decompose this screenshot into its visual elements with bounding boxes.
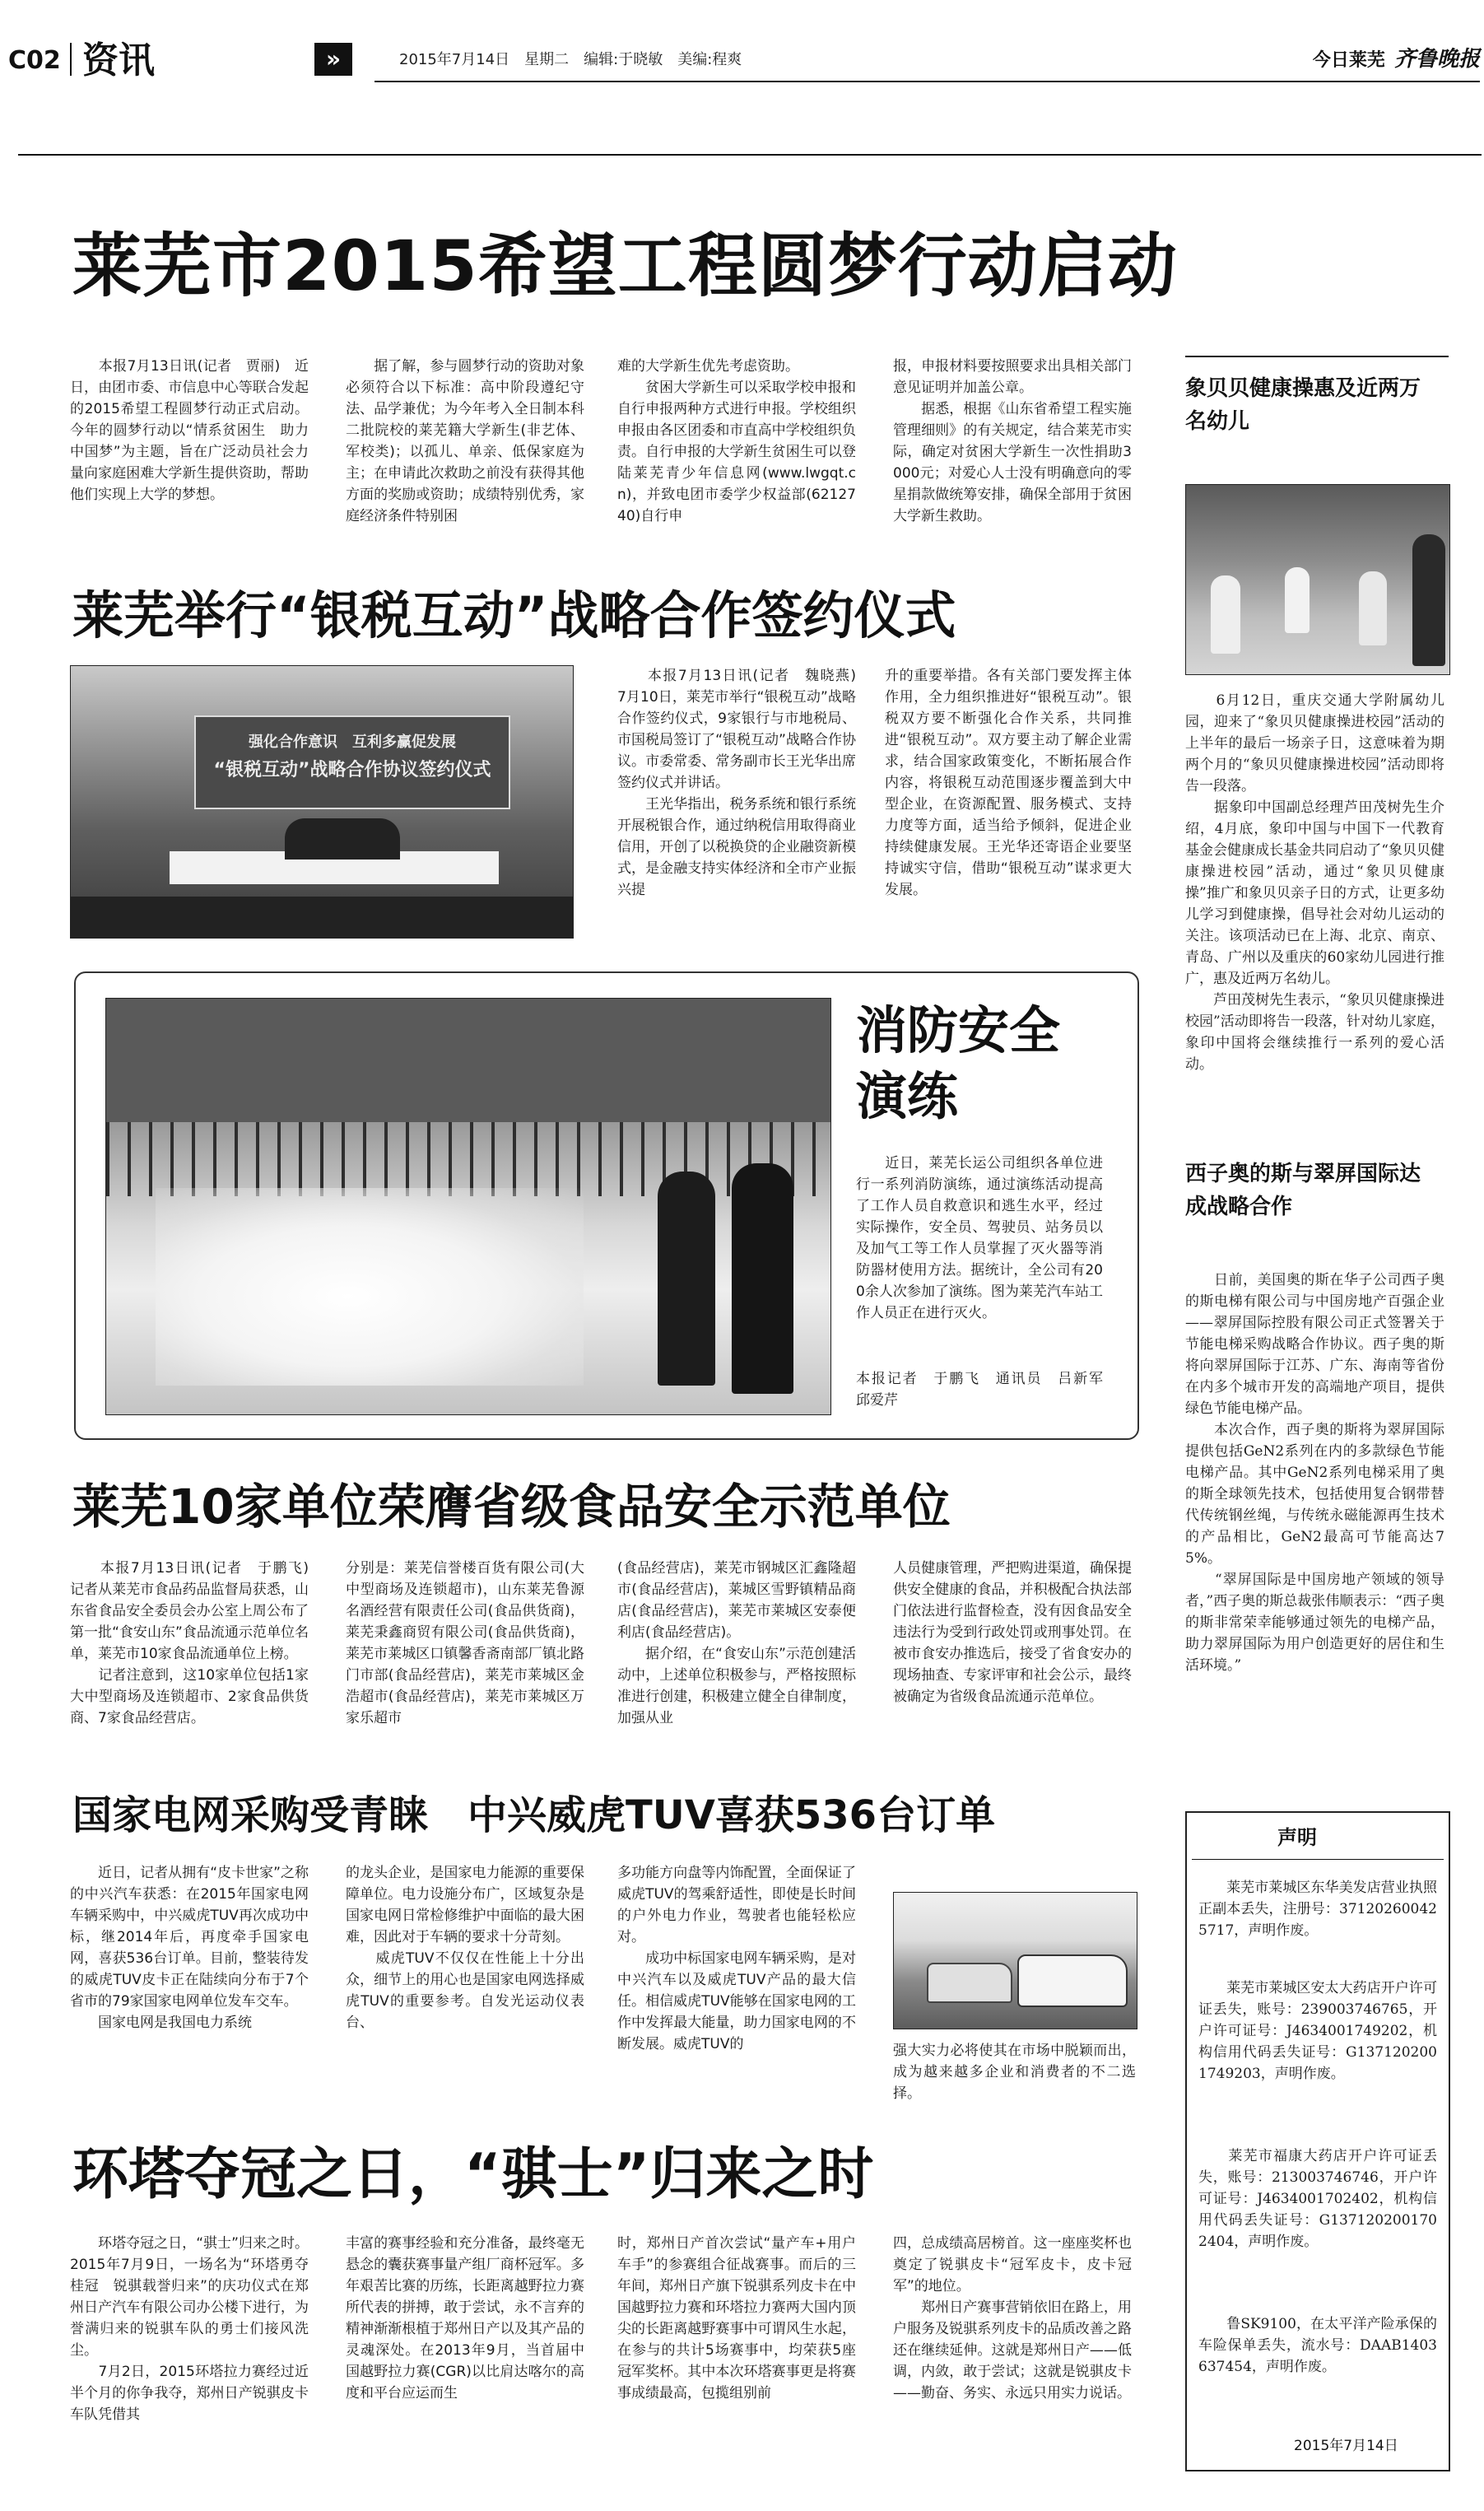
suv-fleet-photo [893,1892,1137,2029]
a4-col2: 分别是：莱芜信誉楼百货有限公司(大中型商场及连锁超市)，山东莱芜鲁源名酒经营有限责任公司(食品供货商)，莱芜秉鑫商贸有限公司(食品供货商)，莱芜市莱城区口镇馨香斋南部厂镇北路门市部(食品经营店)，莱芜市莱城区金浩超市(食品经营店)，莱芜市莱城区万家乐超市 [346,1560,584,1726]
sidebar-top-rule [1185,356,1449,357]
stage-banner [194,715,510,809]
header-divider [70,43,72,76]
a3-credit: 本报记者 于鹏飞 通讯员 吕新军 邱爱芹 [856,1371,1117,1409]
audience-row [71,897,573,938]
headline-5: 国家电网采购受青睐 中兴威虎TUV喜获536台订单 [72,1792,996,1838]
notice-title: 声明 [1277,1826,1317,1849]
signing-ceremony-photo [70,665,574,939]
headline-1: 莱芜市2015希望工程圆梦行动启动 [72,226,1178,306]
a6-col4: 四，总成绩高居榜首。这一座座奖杯也奠定了锐骐皮卡“冠军皮卡，皮卡冠军”的地位。 郑州日产赛事营销依旧在路上，用户服务及锐骐系列皮卡的品质改善之路还在继续延伸。这就是郑州日产——低调，内敛，敢于尝试；这就是锐骐皮卡——勤奋、务实、永远只用实力说话。 [893,2235,1132,2402]
sidebar-title-1: 象贝贝健康操惠及近两万名幼儿 [1185,376,1421,434]
notice-date: 2015年7月14日 [1294,2438,1398,2454]
a5-col2: 的龙头企业，是国家电力能源的重要保障单位。电力设施分布广，区域复杂是国家电网日常检修维护中面临的最大困难，因此对于车辆的要求十分苛刻。 威虎TUV不仅仅在性能上十分出众，细节上的用心也是国家电网选择威虎TUV的重要参考。自发光运动仪表台、 [346,1865,584,2031]
section-title: 资讯 [82,40,155,82]
top-rule [18,154,1482,156]
suv-vehicle [927,1963,1012,2003]
date-line: 2015年7月14日 星期二 编辑:于晓敏 美编:程爽 [399,51,742,68]
masthead [1259,43,1480,76]
a4-col4: 人员健康管理，严把购进渠道，确保提供安全健康的食品，并积极配合执法部门依法进行监督检查，没有因食品安全违法行为受到行政处罚或刑事处罚。在被市食安办推选后，接受了省食安办的现场抽查、专家评审和社会公示，最终被确定为省级食品流通示范单位。 [893,1560,1132,1705]
sidebar-body-2: 日前，美国奥的斯在华子公司西子奥的斯电梯有限公司与中国房地产百强企业——翠屏国际控股有限公司正式签署关于节能电梯采购战略合作协议。西子奥的斯将向翠屏国际于江苏、广东、海南等省份在内多个城市开发的高端地产项目，提供绿色节能电梯产品。 本次合作，西子奥的斯将为翠屏国际提供包括GeN2系列在内的多款绿色节能电梯产品。其中GeN2系列电梯采用了奥的斯全球领先技术，包括使用复合钢带替代传统钢丝绳，与传统永磁能源再生技术的产品相比，GeN2最高可节能高达75%。 “翠屏国际是中国房地产领域的领导者，”西子奥的斯总裁张伟顺表示：“西子奥的斯非常荣幸能够通过领先的电梯产品，助力翠屏国际为用户创造更好的居住和生活环境。” [1185,1272,1444,1674]
a1-col4: 报，申报材料要按照要求出具相关部门意见证明并加盖公章。 据悉，根据《山东省希望工程实施管理细则》的有关规定，结合莱芜市实际，确定对贫困大学新生一次性捐助3000元；对爱心人士没有明确意向的零星捐款做统筹安排，确保全部用于贫困大学新生救助。 [893,358,1132,524]
a1-col1: 本报7月13日讯(记者 贾丽) 近日，由团市委、市信息中心等联合发起的2015希望工程圆梦行动正式启动。今年的圆梦行动以“情系贫困生 助力中国梦”为主题，旨在广泛动员社会力量向家庭困难大学新生提供资助，帮助他们实现上大学的梦想。 [70,358,309,503]
a1-col3: 难的大学新生优先考虑资助。 贫困大学新生可以采取学校申报和自行申报两种方式进行申报。学校组织申报由各区团委和市直高中学校组织负责。自行申报的大学新生贫困生可以登陆莱芜青少年信息网(www.lwgqt.cn)，并致电团市委学少权益部(6212740)自行申 [617,358,856,524]
suv-vehicle [1017,1954,1128,2007]
a6-col3: 时，郑州日产首次尝试“量产车+用户车手”的参赛组合征战赛事。而后的三年间，郑州日产旗下锐骐系列皮卡在中国越野拉力赛和环塔拉力赛两大国内顶尖的长距离越野赛事中可谓风生水起，在参与的共计5场赛事中，均荣获5座冠军奖杯。其中本次环塔赛事更是将赛事成绩最高，包揽组别前 [617,2235,856,2402]
notice-item: 莱芜市莱城区安太大药店开户许可证丢失，账号：239003746765，开户许可证号：J4634001749202，机构信用代码丢失证号：G1371202001749203，声明作废。 [1198,1980,1437,2082]
a3-body: 近日，莱芜长运公司组织各单位进行一系列消防演练，通过演练活动提高了工作人员自救意识和逃生水平，经过实际操作，安全员、驾驶员、站务员以及加气工等工作人员掌握了灭火器等消防器材使用方法。据统计，全公司有200余人次参加了演练。图为莱芜汽车站工作人员正在进行灭火。 [856,1155,1103,1321]
masthead-brand: 齐鲁晚报 [1393,47,1480,72]
trees-backdrop [106,999,830,1122]
sidebar-title-2: 西子奥的斯与翠屏国际达成战略合作 [1185,1162,1421,1219]
a4-col3: (食品经营店)，莱芜市钢城区汇鑫隆超市(食品经营店)，莱城区雪野镇精品商店(食品经营店)，莱芜市莱城区安泰便利店(食品经营店)。 据介绍，在“食安山东”示范创建活动中，上述单位积极参与，严格按照标准进行创建，积极建立健全自律制度，加强从业 [617,1560,856,1726]
section-arrow-icon: » [314,43,352,76]
headline-4: 莱芜10家单位荣膺省级食品安全示范单位 [72,1479,951,1535]
a6-col1: 环塔夺冠之日，“骐士”归来之时。2015年7月9日，一场名为“环塔勇夺桂冠 锐骐载誉归来”的庆功仪式在郑州日产汽车有限公司办公楼下进行，为誉满归来的锐骐车队的勇士们接风洗尘。 7月2日，2015环塔拉力赛经过近半个月的你争我夺，郑州日产锐骐皮卡车队凭借其 [70,2235,309,2423]
worker-figure-2 [732,1163,793,1394]
page-header [0,0,1484,123]
headline-2: 莱芜举行“银税互动”战略合作签约仪式 [72,585,956,645]
kid-figure [1211,575,1240,654]
attendee-figures [285,818,400,860]
worker-figure-1 [658,1172,715,1386]
banner-line-2: “银税互动”战略合作协议签约仪式 [213,760,491,780]
notice-item: 鲁SK9100，在太平洋产险承保的车险保单丢失，流水号：DAAB1403637454，声明作废。 [1198,2316,1437,2375]
kid-figure [1359,571,1387,645]
a5-photo-caption: 强大实力必将使其在市场中脱颖而出，成为越来越多企业和消费者的不二选择。 [893,2043,1136,2102]
kid-figure [1285,567,1310,633]
a5-col1: 近日，记者从拥有“皮卡世家”之称的中兴汽车获悉：在2015年国家电网车辆采购中，中兴威虎TUV再次成功中标，继2014年后，再度牵手国家电网，喜获536台订单。目前，整装待发的威虎TUV皮卡正在陆续向分布于7个省市的79家国家电网单位发车交车。 国家电网是我国电力系统 [70,1865,309,2031]
a1-col2: 据了解，参与圆梦行动的资助对象必须符合以下标准：高中阶段遵纪守法、品学兼优；为今年考入全日制本科二批院校的莱芜籍大学新生(非艺体、军校类)；以孤儿、单亲、低保家庭为主；在申请此次救助之前没有获得其他方面的奖励或资助；成绩特别优秀，家庭经济条件特别困 [346,358,584,524]
headline-6: 环塔夺冠之日，“骐士”归来之时 [72,2142,874,2207]
extinguisher-smoke [156,1188,584,1386]
a2-col1: 本报7月13日讯(记者 魏晓燕) 7月10日，莱芜市举行“银税互动”战略合作签约仪式，9家银行与市地税局、市国税局签订了“银税互动”战略合作协议。市委常委、常务副市长王光华出席签约仪式并讲话。 王光华指出，税务系统和银行系统开展税银合作，通过纳税信用取得商业信用，开创了以税换贷的企业融资新模式，是金融支持实体经济和全市产业振兴提 [617,668,856,898]
notice-item: 莱芜市福康大药店开户许可证丢失，账号：213003746746，开户许可证号：J4634001702402，机构信用代码丢失证号：G1371202001702404，声明作废。 [1198,2148,1437,2250]
kids-exercise-photo [1185,484,1450,675]
notice-box [1185,1811,1450,2471]
header-rule [374,81,1480,82]
a4-col1: 本报7月13日讯(记者 于鹏飞) 记者从莱芜市食品药品监督局获悉，山东省食品安全委员会办公室上周公布了第一批“食安山东”食品流通示范单位名单，莱芜市10家食品流通单位上榜。 记者注意到，这10家单位包括1家大中型商场及连锁超市、2家食品供货商、7家食品经营店。 [70,1560,309,1726]
a2-col2: 升的重要举措。各有关部门要发挥主体作用，全力组织推进好“银税互动”。银税双方要不断强化合作关系，共同推进“银税互动”。双方要主动了解企业需求，结合国家政策变化，不断拓展合作内容，将银税互动范围逐步覆盖到大中型企业，在资源配置、服务模式、支持力度等方面，适当给予倾斜，促进企业持续健康发展。王光华还寄语企业要坚持诚实守信，借助“银税互动”谋求更大发展。 [885,668,1132,898]
notice-title-rule [1192,1859,1444,1860]
adult-figure [1412,534,1445,666]
masthead-small: 今日莱芜 [1312,50,1385,71]
fire-drill-photo [105,998,831,1415]
headline-3: 消防安全演练 [856,1000,1061,1126]
page-code: C02 [8,46,61,75]
banner-line-1: 强化合作意识 互利多赢促发展 [249,734,456,751]
notice-item: 莱芜市莱城区东华美发店营业执照正副本丢失，注册号：371202600425717，声明作废。 [1198,1880,1437,1939]
sidebar-body-1: 6月12日，重庆交通大学附属幼儿园，迎来了“象贝贝健康操进校园”活动的上半年的最后一场亲子日，这意味着为期两个月的“象贝贝健康操进校园”活动即将告一段落。 据象印中国副总经理芦田茂树先生介绍，4月底，象印中国与中国下一代教育基金会健康成长基金共同启动了“象贝贝健康操进校园”活动，通过“象贝贝健康操”推广和象贝贝亲子日的方式，让更多幼儿学习到健康操，倡导社会对幼儿运动的关注。该项活动已在上海、北京、南京、青岛、广州以及重庆的60家幼儿园进行推广，惠及近两万名幼儿。 芦田茂树先生表示，“象贝贝健康操进校园”活动即将告一段落，针对幼儿家庭，象印中国将会继续推行一系列的爱心活动。 [1185,692,1444,1073]
iron-fence [106,1122,830,1196]
a6-col2: 丰富的赛事经验和充分准备，最终毫无悬念的囊获赛事量产组厂商杯冠军。多年艰苦比赛的历练，长距离越野拉力赛所代表的拼搏，敢于尝试，永不言弃的精神渐渐根植于郑州日产以及其产品的灵魂深处。在2013年9月，当首届中国越野拉力赛(CGR)以比肩达喀尔的高度和平台应运而生 [346,2235,584,2402]
a5-col3: 多功能方向盘等内饰配置，全面保证了威虎TUV的驾乘舒适性，即使是长时间的户外电力作业，驾驶者也能轻松应对。 成功中标国家电网车辆采购，是对中兴汽车以及威虎TUV产品的最大信任。相信威虎TUV能够在国家电网的工作中发挥最大能量，助力国家电网的不断发展。威虎TUV的 [617,1865,856,2052]
